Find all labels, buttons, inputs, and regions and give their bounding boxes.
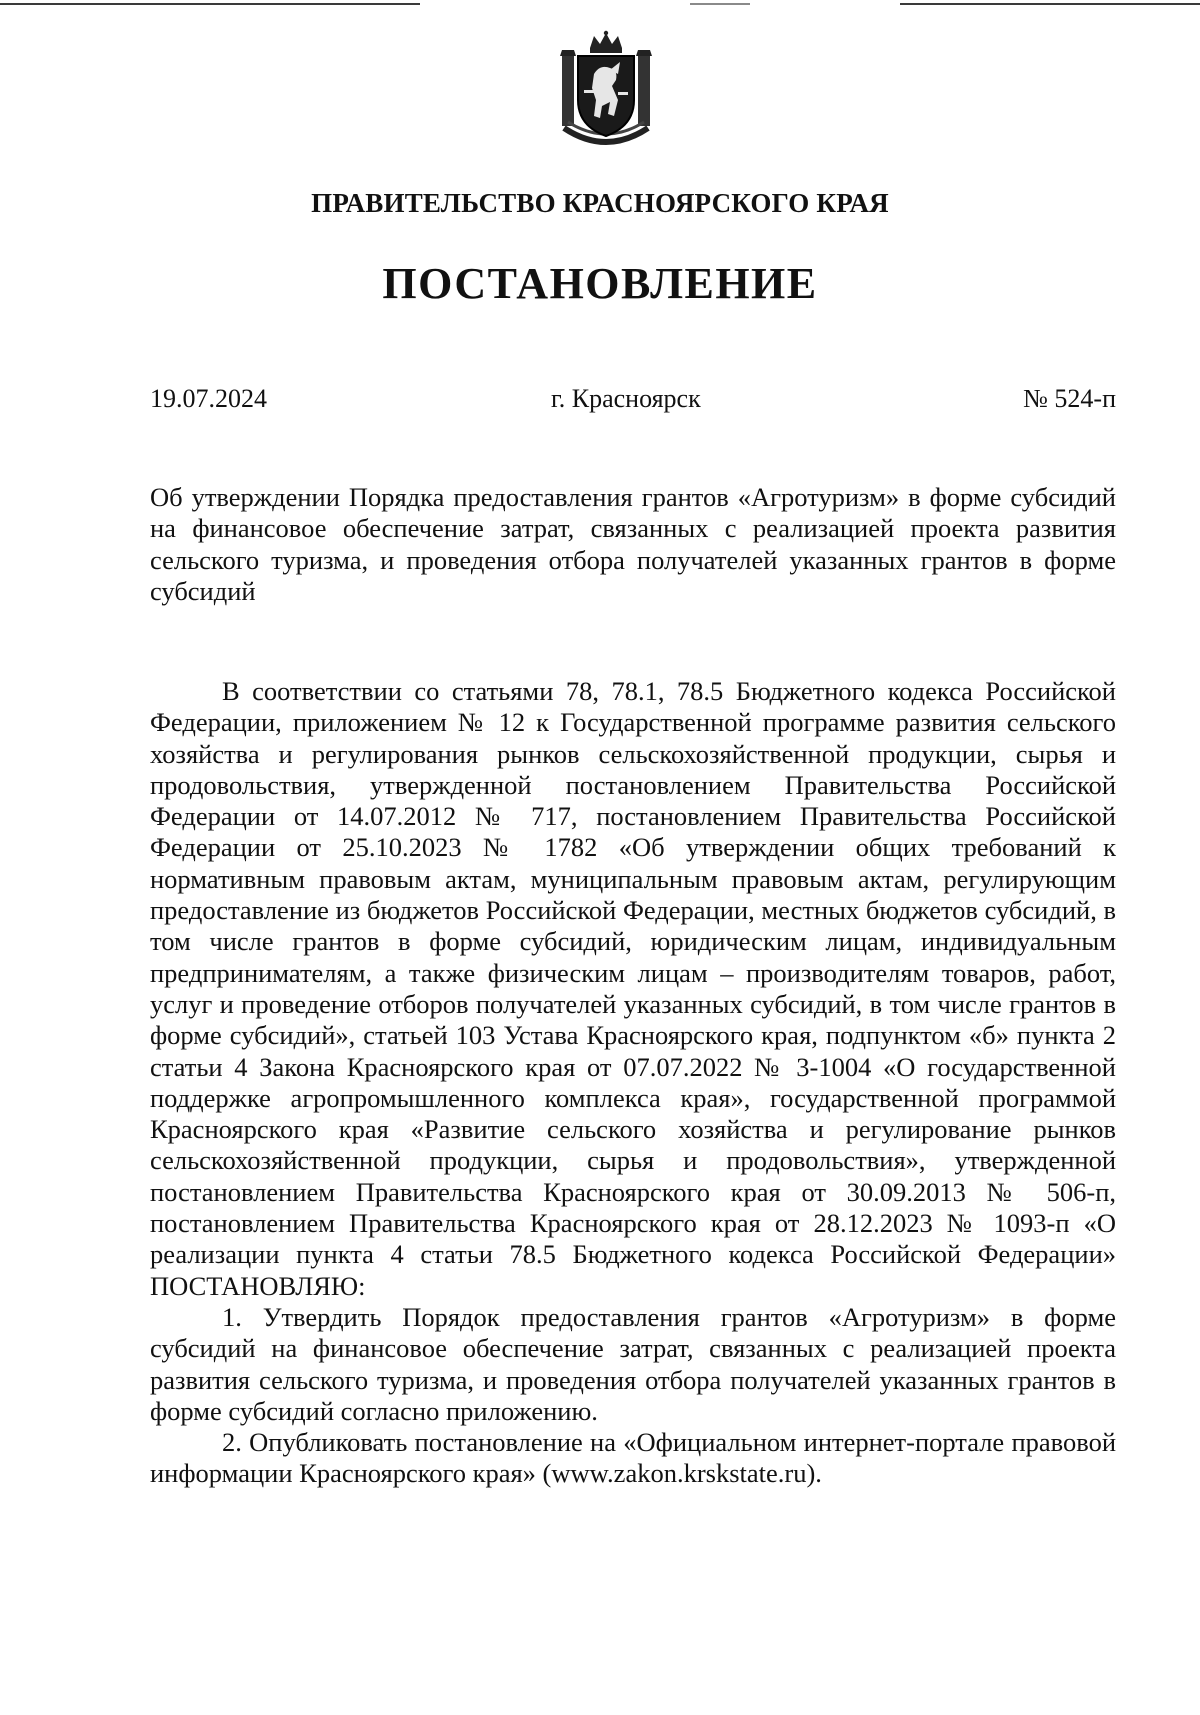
body-paragraph-item-2: 2. Опубликовать постановление на «Официальном интернет-портале правовой информации Красноярского края» (www.zakon.krskstate.ru). xyxy=(150,1427,1116,1489)
body-paragraph-item-1: 1. Утвердить Порядок предоставления грантов «Агротуризм» в форме субсидий на финансовое обеспечение затрат, связанных с реализацией проекта развития сельского туризма, и проведения отбора получателей указанных грантов в форме субсидий согласно приложению. xyxy=(150,1301,1116,1426)
document-date: 19.07.2024 xyxy=(150,384,267,413)
government-title: ПРАВИТЕЛЬСТВО КРАСНОЯРСКОГО КРАЯ xyxy=(311,188,889,218)
body-paragraph-preamble: В соответствии со статьями 78, 78.1, 78.5 Бюджетного кодекса Российской Федерации, приложением № 12 к Государственной программе развития сельского хозяйства и регулирования рынков сельскохозяйственной продукции, сырья и продовольствия, утвержденной постановлением Правительства Российской Федерации от 14.07.2012 № 717, постановлением Правительства Российской Федерации от 25.10.2023 № 1782 «Об утверждении общих требований к нормативным правовым актам, муниципальным правовым актам, регулирующим предоставление из бюджетов Российской Федерации, местных бюджетов субсидий, в том числе грантов в форме субсидий, юридическим лицам, индивидуальным предпринимателям, а также физическим лицам – производителям товаров, работ, услуг и проведение отборов получателей указанных субсидий, в том числе грантов в форме субсидий», статьей 103 Устава Красноярского края, подпунктом «б» пункта 2 статьи 4 Закона Красноярского края от 07.07.2022 № 3-1004 «О государственной поддержке агропромышленного комплекса края», государственной программой Красноярского края «Развитие сельского хозяйства и регулирование рынков сельскохозяйственной продукции, сырья и продовольствия», утвержденной постановлением Правительства Красноярского края от 30.09.2013 № 506-п, постановлением Правительства Красноярского края от 28.12.2023 № 1093-п «О реализации пункта 4 статьи 78.5 Бюджетного кодекса Российской Федерации» ПОСТАНОВЛЯЮ: xyxy=(150,676,1116,1301)
document-number: № 524-п xyxy=(1023,384,1116,413)
document-subject: Об утверждении Порядка предоставления грантов «Агротуризм» в форме субсидий на финансовое обеспечение затрат, связанных с реализацией проекта развития сельского туризма, и проведения отбора получателей указанных грантов в форме субсидий xyxy=(150,482,1116,606)
document-body xyxy=(150,676,1116,1490)
document-type-title: ПОСТАНОВЛЕНИЕ xyxy=(382,259,818,308)
scan-artifact-line xyxy=(690,3,750,5)
scan-artifact-line xyxy=(0,3,420,5)
scan-artifact-line xyxy=(900,3,1200,5)
coat-of-arms-icon xyxy=(554,30,658,152)
document-city: г. Красноярск xyxy=(551,384,701,413)
